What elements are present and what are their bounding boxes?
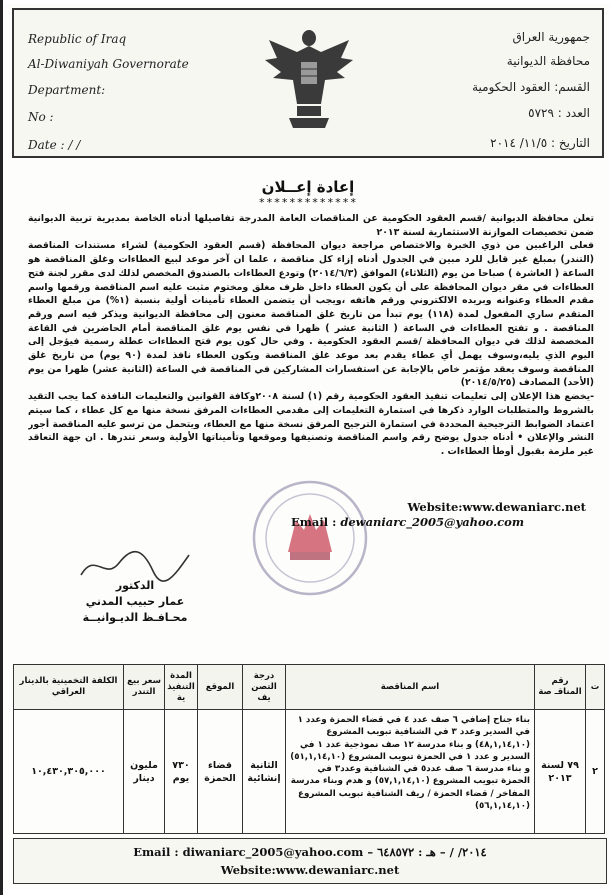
col-name: اسم المناقصة bbox=[286, 665, 535, 710]
republic-en: Republic of Iraq bbox=[28, 32, 127, 46]
table-header-row bbox=[14, 665, 605, 710]
body-paragraph-2: فعلى الراغبين من ذوي الخبرة والاختصاص مراجعة ديوان المحافظة (قسم العقود الحكومية) لشراء مستندات المناقصة (التندر) بمبلغ غير قابل للرد مبين في الجدول أدناه إزاء كل مناقصة ، علما ان آخر موعد لبيع العطاءات وغلق المناقصة هو الساعة ( العاشرة ) صباحا من يوم (الثلاثاء) الموافق (٢٠١٤/٦/٣) وتودع العطاءات بالصندوق المخصص لذلك لدى مقرر لجنة فتح العطاءات في مقر ديوان المحافظة على أن يكون العطاء داخل ظرف مغلق ومختوم مثبت عليه اسم المناقصة ورقمها واسم مقدم العطاء وعنوانه وبريده الالكتروني ورقم هاتفه ،ويجب أن يتضمن العطاء تأمينات أولية بنسبة (١%) من مبلغ العطاء المتقدم ساري المفعول لمدة (١١٨) يوم تبدأ من تاريخ غلق المناقصة معنون إلى محافظة الديوانية ويذكر فيه اسم ورقم المناقصة . و تفتح العطاءات في الساعة ( الثانية عشر ) ظهرا في نفس يوم غلق المناقصة أمام الحاضرين في القاعة المخصصة لذلك في ديوان المحافظة /قسم العقود الحكومية . وفي حال كون يوم فتح العطاءات عطلة رسمية فيؤجل إلى اليوم الذي يليه،وسوف يهمل أي عطاء يقدم بعد موعد غلق المناقصة ويكون العطاء نافذ لمدة (٩٠ يوم) من تاريخ غلق المناقصة وسوف يعقد مؤتمر خاص بالإجابة عن استفسارات المشاركين في المناقصة في الساعة (الثانية عشر) ظهرا من يوم (الأحد) المصادف (٢٠١٤/٥/٢٥) bbox=[28, 240, 594, 389]
signer-title: الدكتور bbox=[115, 579, 155, 592]
announcement-title: إعادة إعــلان bbox=[261, 178, 355, 196]
cell-cost: ١٠,٤٣٠,٣٠٥,٠٠٠ bbox=[14, 710, 124, 834]
cell-location: قضاء الحمزة bbox=[198, 710, 243, 834]
department-label: Department: bbox=[28, 83, 106, 97]
col-location: الموقع bbox=[198, 665, 243, 710]
governorate-ar: محافظة الديوانية bbox=[506, 54, 590, 68]
body-paragraph-3: -يخضع هذا الإعلان إلى تعليمات تنفيذ العقود الحكومية رقم (١) لسنة ٢٠٠٨وكافة القوانين والتعليمات النافذة كما يجب التقيد بالشروط والمتطلبات الوارد ذكرها في استمارة التعليمات إلى مقدمي العطاءات المرفق نسخة منها مع كل عطاء ، كما سيتم اعتماد الضوابط الترجيحية المحددة في استمارة الترجيح المرفق نسخة منها مع العطاء، ويتحمل من ترسو عليه المناقصة أجور النشر والإعلان • أدناه جدول يوضح رقم واسم المناقصة وتصنيفها وموقعها وتأميناتها الأولية وسعر تندرها . ان جهة التعاقد غير ملزمة بقبول أوطأ العطاءات . bbox=[28, 391, 594, 457]
footer bbox=[13, 838, 607, 884]
date-ar: التاريخ : ١١/٥/ ٢٠١٤ bbox=[490, 136, 590, 150]
official-stamp-icon bbox=[250, 478, 370, 598]
number-ar: العدد : ٥٧٢٩ bbox=[528, 106, 590, 120]
date-label: Date : / / bbox=[28, 138, 81, 152]
email-label: Email : bbox=[290, 515, 341, 529]
tender-table bbox=[13, 664, 605, 834]
col-duration: المدة التنفيذ ية bbox=[165, 665, 198, 710]
col-classification: درجة التصن يف bbox=[243, 665, 286, 710]
signer-position: محـافـظ الديـوانيــة bbox=[82, 611, 188, 624]
cell-price: مليون دينار bbox=[124, 710, 165, 834]
signer-name: عمار حبيب المدني bbox=[85, 595, 185, 608]
footer-contact-line: Email : diwaniarc_2005@yahoo.com – ٢٠١٤/ / – هـ : ٦٤٨٥٧٢ bbox=[133, 845, 487, 859]
col-cost: الكلفة التخمينية بالدينار العراقي bbox=[14, 665, 124, 710]
email-value: dewaniarc_2005@yahoo.com bbox=[340, 515, 524, 529]
signer-block bbox=[60, 578, 210, 626]
announcement-body bbox=[28, 212, 594, 508]
number-label: No : bbox=[28, 110, 54, 124]
department-ar: القسم: العقود الحكومية bbox=[472, 80, 590, 94]
cell-classification: الثانية إنشائية bbox=[243, 710, 286, 834]
cell-seq: ٢ bbox=[586, 710, 605, 834]
cell-duration: ٧٣٠ يوم bbox=[165, 710, 198, 834]
iraq-eagle-emblem-icon bbox=[259, 18, 359, 138]
title-stars: ************* bbox=[258, 196, 358, 209]
letterhead bbox=[12, 8, 604, 158]
col-seq: ت bbox=[586, 665, 605, 710]
col-tender-no: رقم المناقـ صة bbox=[535, 665, 586, 710]
table-row bbox=[14, 710, 605, 834]
website-line: Website:www.dewaniarc.net bbox=[407, 500, 586, 514]
scan-edge bbox=[0, 0, 3, 895]
footer-website-line: Website:www.dewaniarc.net bbox=[220, 863, 400, 877]
governorate-en: Al-Diwaniyah Governorate bbox=[28, 57, 189, 71]
email-line bbox=[291, 515, 524, 529]
cell-name: بناء جناح إضافي ٦ صف عدد ٤ في قضاء الحمزة وعدد ١ في السدير وعدد ٣ في الشنافية تبويب المشروع (٤٨,١,١٤,١٠) و بناء مدرسة ١٢ صف نموذجية عدد ١ في السدير و عدد ١ في الحمزة تبويب المشروع (٥١,١,١٤,١٠) و بناء مدرسة ٦ صف عدد٥ في الشنافية وعدد٣ في الحمزة تبويب المشروع (٥٧,١,١٤,١٠) و هدم وبناء مدرسة المفاخر / قضاء الحمزة / ريف الشنافية تبويب المشروع (٥٦,١,١٤,١٠) bbox=[286, 710, 535, 834]
republic-ar: جمهورية العراق bbox=[512, 30, 590, 44]
col-price: سعر بيع التندر bbox=[124, 665, 165, 710]
body-paragraph-1: تعلن محافظة الديوانية /قسم العقود الحكومية عن المناقصات العامة المدرجة تفاصيلها أدناه الخاصة بمديرية تربية الديوانية ضمن تخصيصات الموازنة الاستثمارية لسنة ٢٠١٣ bbox=[28, 213, 594, 238]
cell-tender-no: ٧٩ لسنة ٢٠١٣ bbox=[535, 710, 586, 834]
